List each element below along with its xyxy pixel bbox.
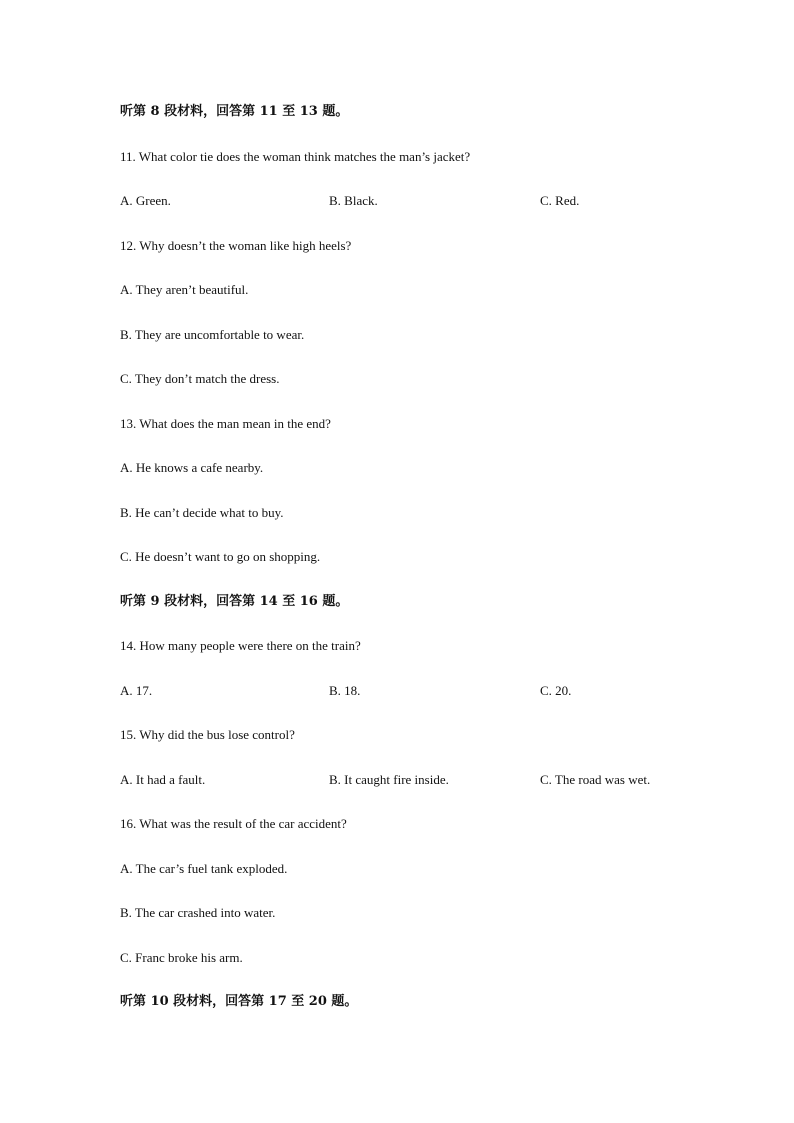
option-12-a: A. They aren’t beautiful. [120, 282, 249, 297]
option-11-c: C. Red. [540, 193, 580, 208]
options-row-15 [120, 772, 720, 788]
option-14-b: B. 18. [329, 683, 361, 698]
option-15-a: A. It had a fault. [120, 772, 206, 787]
section-heading-8: 听第 8 段材料，回答第 11 至 13 题。 [120, 104, 349, 119]
question-11: 11. What color tie does the woman think matches the man’s jacket? [120, 149, 471, 164]
option-15-b: B. It caught fire inside. [329, 772, 449, 787]
option-16-c: C. Franc broke his arm. [120, 950, 243, 965]
question-14: 14. How many people were there on the train? [120, 638, 361, 653]
option-16-a: A. The car’s fuel tank exploded. [120, 861, 288, 876]
option-11-b: B. Black. [329, 193, 378, 208]
option-14-c: C. 20. [540, 683, 572, 698]
option-16-b: B. The car crashed into water. [120, 905, 276, 920]
options-row-14 [120, 683, 720, 699]
section-heading-10: 听第 10 段材料，回答第 17 至 20 题。 [120, 994, 358, 1009]
question-16: 16. What was the result of the car accident? [120, 816, 347, 831]
option-13-c: C. He doesn’t want to go on shopping. [120, 549, 321, 564]
option-12-b: B. They are uncomfortable to wear. [120, 327, 305, 342]
option-13-b: B. He can’t decide what to buy. [120, 505, 284, 520]
options-row-11 [120, 193, 720, 209]
question-12: 12. Why doesn’t the woman like high heels? [120, 238, 352, 253]
question-15: 15. Why did the bus lose control? [120, 727, 295, 742]
option-15-c: C. The road was wet. [540, 772, 651, 787]
question-13: 13. What does the man mean in the end? [120, 416, 331, 431]
option-14-a: A. 17. [120, 683, 153, 698]
option-11-a: A. Green. [120, 193, 171, 208]
option-12-c: C. They don’t match the dress. [120, 371, 280, 386]
option-13-a: A. He knows a cafe nearby. [120, 460, 264, 475]
section-heading-9: 听第 9 段材料，回答第 14 至 16 题。 [120, 594, 349, 609]
